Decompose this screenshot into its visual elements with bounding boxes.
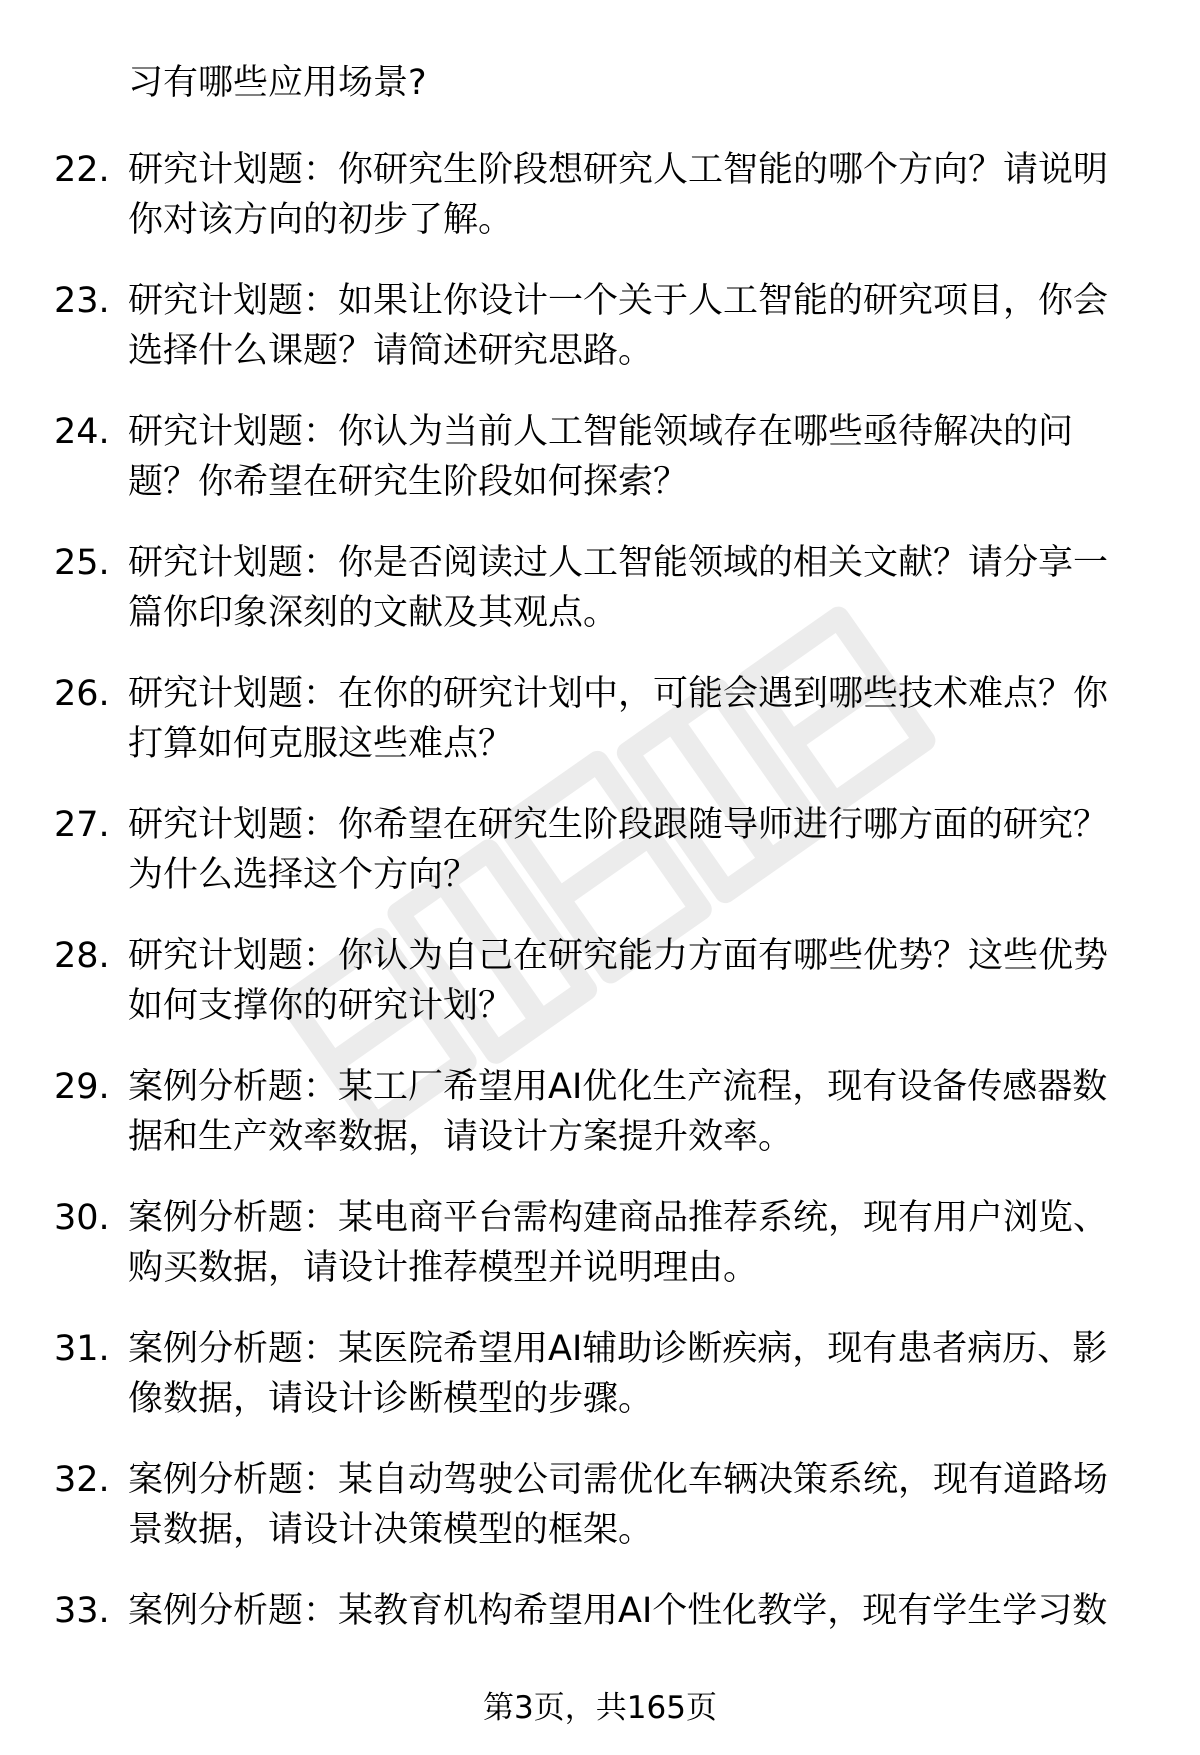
page-footer: 第3页，共165页 [483,1690,717,1726]
question-text [128,669,1138,769]
question-number: 26. [54,674,110,714]
question-item [0,145,1200,276]
question-number: 29. [54,1067,110,1107]
question-text [128,407,1138,507]
question-text [128,145,1138,245]
question-number: 31. [54,1329,110,1369]
question-line: 案例分析题：某自动驾驶公司需优化车辆决策系统，现有道路场 [128,1460,1109,1500]
question-line: 研究计划题：你认为当前人工智能领域存在哪些亟待解决的问 [128,412,1074,452]
question-line: 选择什么课题？请简述研究思路。 [128,331,654,371]
question-line: 像数据，请设计诊断模型的步骤。 [128,1379,654,1419]
question-text [128,1193,1138,1293]
question-text [128,276,1138,376]
question-item [0,1324,1200,1455]
question-line: 案例分析题：某教育机构希望用AI个性化教学，现有学生学习数 [128,1591,1108,1631]
question-text [128,538,1138,638]
question-line: 研究计划题：你是否阅读过人工智能领域的相关文献？请分享一 [128,543,1109,583]
question-item [0,800,1200,931]
question-line: 篇你印象深刻的文献及其观点。 [128,593,619,633]
question-item [0,276,1200,407]
question-line: 研究计划题：你研究生阶段想研究人工智能的哪个方向？请说明 [128,150,1109,190]
question-line: 案例分析题：某医院希望用AI辅助诊断疾病，现有患者病历、影 [128,1329,1108,1369]
question-line: 你对该方向的初步了解。 [128,200,514,240]
question-line: 如何支撑你的研究计划？ [128,986,514,1026]
question-number: 27. [54,805,110,845]
question-text [128,1062,1138,1162]
question-line: 据和生产效率数据，请设计方案提升效率。 [128,1117,794,1157]
question-line: 研究计划题：如果让你设计一个关于人工智能的研究项目，你会 [128,281,1109,321]
question-item [0,1455,1200,1586]
question-item [0,538,1200,669]
question-line: 研究计划题：你希望在研究生阶段跟随导师进行哪方面的研究？ [128,805,1109,845]
question-item [0,1062,1200,1193]
question-list [0,145,1200,1717]
question-item [0,1193,1200,1324]
question-text [128,800,1138,900]
continuation-text: 习有哪些应用场景? [128,63,427,103]
question-line: 为什么选择这个方向？ [128,855,479,895]
question-number: 24. [54,412,110,452]
question-text [128,1324,1138,1424]
question-line: 案例分析题：某电商平台需构建商品推荐系统，现有用户浏览、 [128,1198,1109,1238]
question-number: 33. [54,1591,110,1631]
question-number: 30. [54,1198,110,1238]
question-text [128,931,1138,1031]
question-line: 购买数据，请设计推荐模型并说明理由。 [128,1248,759,1288]
question-item [0,669,1200,800]
question-line: 研究计划题：你认为自己在研究能力方面有哪些优势？这些优势 [128,936,1109,976]
question-item [0,931,1200,1062]
question-number: 32. [54,1460,110,1500]
question-line: 案例分析题：某工厂希望用AI优化生产流程，现有设备传感器数 [128,1067,1108,1107]
question-line: 打算如何克服这些难点？ [128,724,514,764]
question-line: 题？你希望在研究生阶段如何探索？ [128,462,689,502]
question-number: 22. [54,150,110,190]
question-text [128,1586,1138,1636]
question-number: 28. [54,936,110,976]
question-number: 23. [54,281,110,321]
question-number: 25. [54,543,110,583]
question-line: 研究计划题：在你的研究计划中，可能会遇到哪些技术难点？你 [128,674,1109,714]
question-item [0,407,1200,538]
question-line: 景数据，请设计决策模型的框架。 [128,1510,654,1550]
question-text [128,1455,1138,1555]
